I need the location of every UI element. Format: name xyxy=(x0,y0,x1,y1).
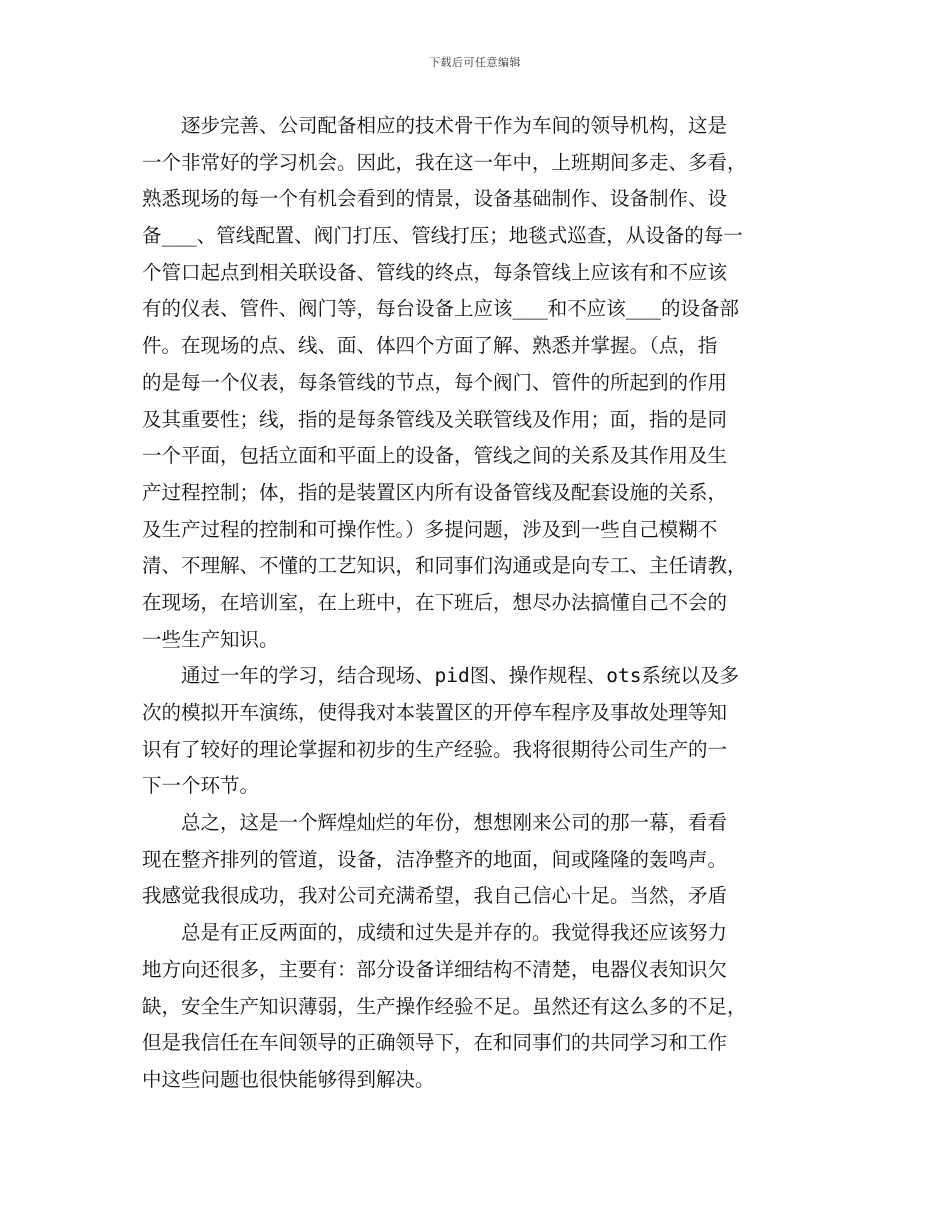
text-line: 熟悉现场的每一个有机会看到的情景，设备基础制作、设备制作、设 xyxy=(142,187,728,211)
text-line: 及生产过程的控制和可操作性。）多提问题，涉及到一些自己模糊不 xyxy=(142,517,718,541)
text-line: 下一个环节。 xyxy=(142,774,260,798)
text-line: 在现场，在培训室，在上班中，在下班后，想尽办法搞懂自己不会的 xyxy=(142,590,728,614)
text-line: 一个平面，包括立面和平面上的设备，管线之间的关系及其作用及生 xyxy=(142,444,728,468)
document-body xyxy=(142,108,814,1099)
text-line: 逐步完善、公司配备相应的技术骨干作为车间的领导机构，这是 xyxy=(142,114,728,137)
text-line: 现在整齐排列的管道，设备，洁净整齐的地面，间或隆隆的轰鸣声。 xyxy=(142,847,728,871)
text-line: 一些生产知识。 xyxy=(142,627,279,651)
text-line: 缺，安全生产知识薄弱，生产操作经验不足。虽然还有这么多的不足， xyxy=(142,994,747,1018)
text-line: 次的模拟开车演练，使得我对本装置区的开停车程序及事故处理等知 xyxy=(142,701,728,724)
text-line: 有的仪表、管件、阀门等，每台设备上应该___和不应该___的设备部 xyxy=(142,297,739,321)
text-line: 清、不理解、不懂的工艺知识，和同事们沟通或是向专工、主任请教， xyxy=(142,554,747,578)
text-line: 个管口起点到相关联设备、管线的终点，每条管线上应该有和不应该 xyxy=(142,260,728,284)
text-line: 一个非常好的学习机会。因此，我在这一年中，上班期间多走、多看， xyxy=(142,150,747,174)
text-line: 识有了较好的理论掌握和初步的生产经验。我将很期待公司生产的一 xyxy=(142,737,728,761)
text-line: 及其重要性；线，指的是每条管线及关联管线及作用；面，指的是同 xyxy=(142,407,728,431)
text-line: 件。在现场的点、线、面、体四个方面了解、熟悉并掌握。（点，指 xyxy=(142,334,718,358)
text-line: 总是有正反两面的，成绩和过失是并存的。我觉得我还应该努力 xyxy=(142,921,728,945)
text-line: 总之，这是一个辉煌灿烂的年份，想想刚来公司的那一幕，看看 xyxy=(142,811,728,835)
text-line: 中这些问题也很快能够得到解决。 xyxy=(142,1067,435,1091)
page-header-note: 下载后可任意编辑 xyxy=(429,56,521,69)
text-line: 备___、管线配置、阀门打压、管线打压；地毯式巡查，从设备的每一 xyxy=(142,224,743,248)
text-line: 的是每一个仪表，每条管线的节点，每个阀门、管件的所起到的作用 xyxy=(142,370,728,394)
text-line: 通过一年的学习，结合现场、pid图、操作规程、ots系统以及多 xyxy=(142,664,739,688)
text-line: 我感觉我很成功，我对公司充满希望，我自己信心十足。当然，矛盾 xyxy=(142,884,728,908)
text-line: 地方向还很多，主要有：部分设备详细结构不清楚，电器仪表知识欠 xyxy=(142,957,728,981)
text-line: 产过程控制；体，指的是装置区内所有设备管线及配套设施的关系， xyxy=(142,480,728,504)
text-line: 但是我信任在车间领导的正确领导下，在和同事们的共同学习和工作 xyxy=(142,1031,728,1055)
